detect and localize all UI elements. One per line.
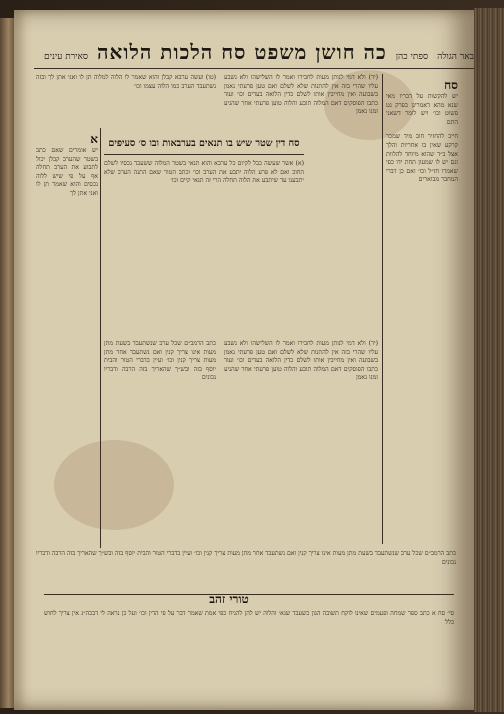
left-upper-text: (טו) ועשה ערבא קבלן והוא שאמר לו הלוה למלוה תן לו ואני אתן לך ובזה נשתעבד הערב כמו הלוה עצמו וכו׳: [36, 74, 216, 90]
bottom-commentary-left: [104, 340, 216, 540]
main-text-lower: [104, 160, 304, 330]
section-rule: [104, 154, 304, 155]
right-margin-text-2: חייב להחזיר חוב מיד שמכר קרקע שאין בו אחריות והלך אצל ב״ד שהוא מיוחד להלוות וגם יש לו שמעון תחת ידו כפי שאמרו חז״ל וכו׳ ואם כן דברי המחבר מבוארים: [386, 133, 458, 184]
main-lower-right-text: (יד) ולא דמי לנותן מעות לחבירו ואמר לו השלישהו ולא נשבע עליו שהרי בזה אין להתנות שלא לשלם ואם טען פרעתי נאמן בשבועה ואין מחייבין אותו לשלם כדין הלואה בעדים וכו׳ ועוד כתבו הפוסקים דאם המלוה תובע והלוה טוען פרעתי אחר שהגיע זמנו נאמן: [224, 340, 378, 382]
page-title: כה חושן משפט סח הלכות הלואה: [97, 40, 387, 64]
running-header: [44, 40, 474, 70]
main-text-lower-right: [224, 340, 378, 540]
left-column: [36, 128, 98, 548]
column-divider: [382, 74, 383, 544]
footer-text: סי׳ סח א כתב ספר שמחה ופעמים שאינו לוקח תשובה הגון כשעבד שנא׳ והלוה יש להן להניח כפי אמת שאמר דבר על פי הדין וכו׳ ועל כן נראה לי דבכה״ג אין צריך לחוש כלל: [44, 610, 454, 626]
header-rule: [34, 68, 474, 69]
page-stack-edge: [474, 8, 504, 712]
left-lower-text: יש אומרים שאם כתב בשטר שהערב קבלן יכול לתבוע את הערב תחלה אף על פי שיש ללוה נכסים והוא שאמר תן לו ואני אתן לך: [36, 147, 98, 197]
bottom-commentary: [36, 550, 456, 590]
footer-title: טורי זהב: [209, 592, 249, 606]
book-page: [14, 10, 474, 710]
section-marker: סח: [444, 78, 458, 92]
bottom-commentary-text: כתב הרמב״ם שכל ערב שנשתעבד בשעת מתן מעות אינו צריך קנין ואם נשתעבד אחר מתן מעות צריך קנין וכו׳ ועיין בדברי הטור והבית יוסף בזה ובש״ך שהאריך בזה הרבה ודבריו נכונים: [104, 340, 216, 382]
column-divider: [100, 128, 101, 548]
header-right-label: באר הגולה: [437, 52, 474, 62]
main-upper-text: (יד) ולא דמי לנותן מעות לחבירו ואמר לו השלישהו ולא נשבע עליו שהרי בזה אין להתנות שלא לשלם ואם טען פרעתי נאמן בשבועה ואין מחייבין אותו לשלם כדין הלואה בעדים וכו׳ ועוד כתבו הפוסקים דאם המלוה תובע והלוה טוען פרעתי אחר שהגיע זמנו נאמן: [224, 74, 378, 116]
bottom-full-text: כתב הרמב״ם שכל ערב שנשתעבד בשעת מתן מעות אינו צריך קנין ואם נשתעבד אחר מתן מעות צריך קנין וכו׳ ועיין בדברי הטור והבית יוסף בזה ובש״ך שהאריך בזה הרבה ודבריו נכונים: [36, 550, 456, 566]
right-margin-column: [386, 74, 458, 544]
left-page-edge: [0, 18, 14, 708]
header-left-label: סאירת עינים: [44, 52, 89, 62]
left-upper-column: [36, 74, 216, 124]
main-lower-text: (א) אשר שעשה כבל לקיום כל ערבא והוא תנאי בשטר המלוה ששעבד נכסיו לשלם החוב ואם לא פרע הלוה יתבע את הערב וכו׳ וכתב הטור שאם התנה הערב שלא יתבענו עד שיתבע את הלוה תחלה הרי זה תנאי קיים וכו׳: [104, 160, 304, 185]
footer-commentary: [44, 610, 454, 670]
right-margin-text: יש להקשות על דבריו מאי שנא מהא דאמרינן בפרק גט פשוט וכו׳ ויש לומר דשאני התם: [386, 93, 458, 126]
section-heading: סח דין שטר שיש בו תנאים בערבאות ובו ס׳ סעיפים: [108, 138, 300, 149]
header-right-label-2: ספתי כהן: [395, 52, 429, 62]
section-marker-b: א: [90, 132, 98, 146]
